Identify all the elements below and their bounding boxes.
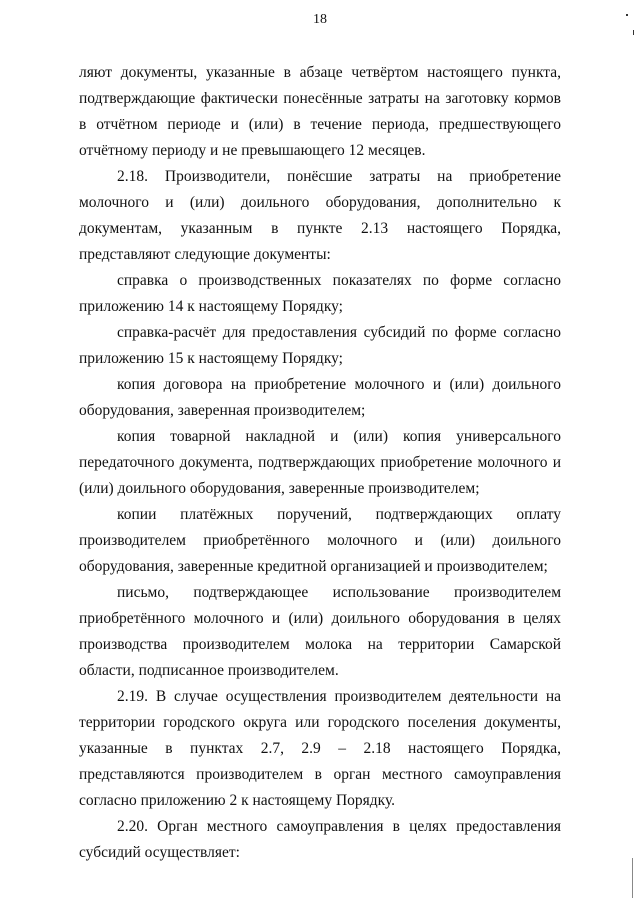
paragraph-continuation: ляют документы, указанные в абзаце четвёртом настоящего пункта, подтверждающие фактически понесённые затраты на заготовку кормов в отчётном периоде и (или) в течение периода, предшествующего отчётному периоду и не превышающего 12 месяцев.	[79, 64, 561, 159]
document-body	[79, 60, 561, 866]
paragraph-list-item-spravka-raschet: справка-расчёт для предоставления субсидий по форме согласно приложению 15 к настоящему Порядку;	[79, 324, 561, 367]
scan-speck	[626, 14, 628, 16]
page-number: 18	[313, 12, 327, 27]
paragraph-list-item-spravka-pokazateli: справка о производственных показателях по форме согласно приложению 14 к настоящему Порядку;	[79, 272, 561, 315]
scan-speck	[633, 30, 634, 35]
paragraph-list-item-pismo: письмо, подтверждающее использование производителем приобретённого молочного и (или) доильного оборудования в целях производства производителем молока на территории Самарской области, подписанное производителем.	[79, 584, 561, 679]
paragraph-list-item-kopii-porucheniy: копии платёжных поручений, подтверждающих оплату производителем приобретённого молочного и (или) доильного оборудования, заверенные кредитной организацией и производителем;	[79, 506, 561, 575]
paragraph-2-19: 2.19. В случае осуществления производителем деятельности на территории городского округа или городского поселения документы, указанные в пунктах 2.7, 2.9 – 2.18 настоящего Порядка, представляются производителем в орган местного самоуправления согласно приложению 2 к настоящему Порядку.	[79, 688, 561, 809]
paragraph-2-18: 2.18. Производители, понёсшие затраты на приобретение молочного и (или) доильного оборудования, дополнительно к документам, указанным в пункте 2.13 настоящего Порядка, представляют следующие документы:	[79, 168, 561, 263]
scan-edge-line	[632, 858, 633, 898]
paragraph-list-item-kopiya-nakladnoy: копия товарной накладной и (или) копия универсального передаточного документа, подтверждающих приобретение молочного и (или) доильного оборудования, заверенные производителем;	[79, 428, 561, 497]
paragraph-2-20: 2.20. Орган местного самоуправления в целях предоставления субсидий осуществляет:	[79, 818, 561, 861]
paragraph-list-item-kopiya-dogovora: копия договора на приобретение молочного и (или) доильного оборудования, заверенная производителем;	[79, 376, 561, 419]
